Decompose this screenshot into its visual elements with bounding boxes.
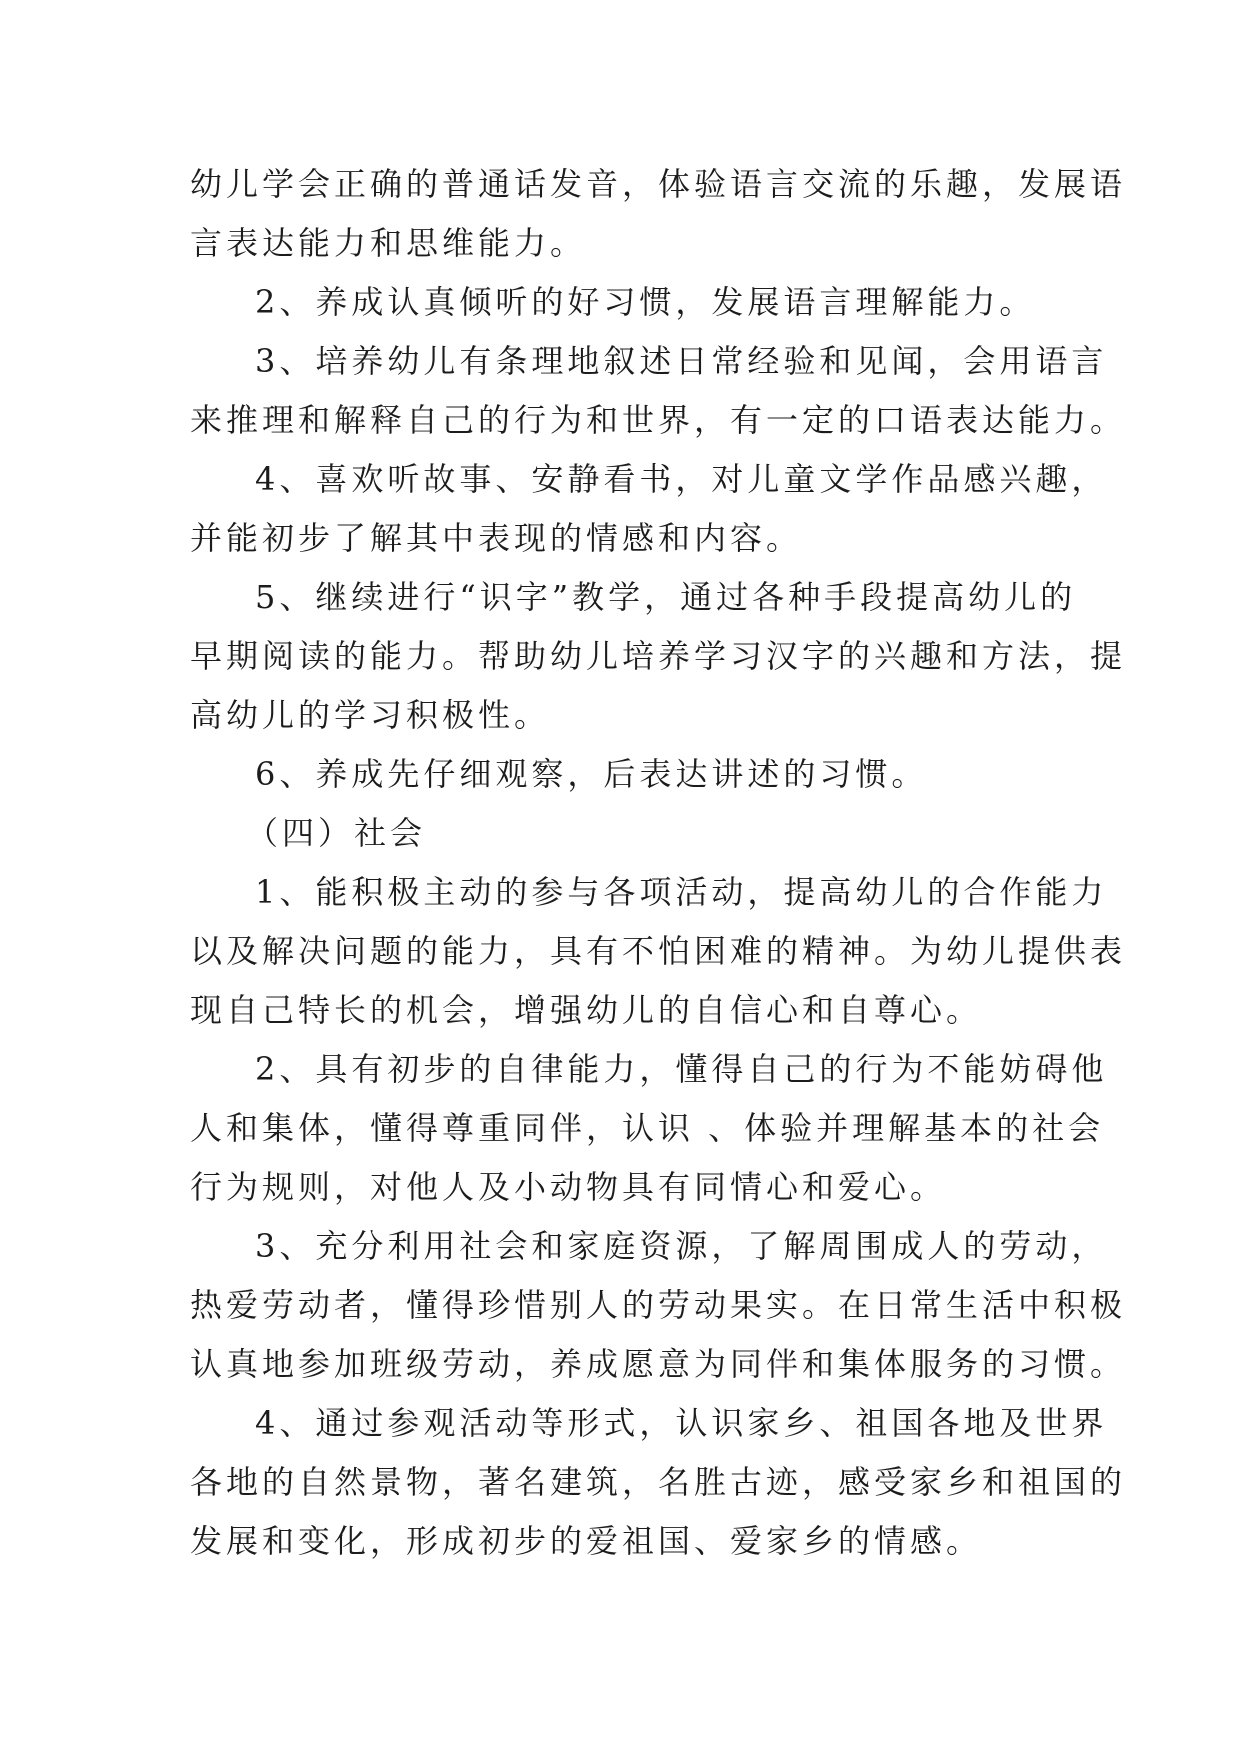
paragraph: [190, 450, 1108, 568]
heading-text: （四）社会: [246, 814, 427, 852]
text-line: 2、养成认真倾听的好习惯，发展语言理解能力。: [255, 283, 1036, 321]
text-line: 幼儿学会正确的普通话发音，体验语言交流的乐趣，发展语: [190, 165, 1127, 203]
text-line: 发展和变化，形成初步的爱祖国、爱家乡的情感。: [190, 1522, 983, 1560]
text-line: 4、喜欢听故事、安静看书，对儿童文学作品感兴趣，: [255, 460, 1108, 498]
text-line: 以及解决问题的能力，具有不怕困难的精神。为幼儿提供表: [190, 932, 1127, 970]
paragraph: [190, 1040, 1108, 1217]
text-line: 行为规则，对他人及小动物具有同情心和爱心。: [190, 1168, 947, 1206]
paragraph: [190, 745, 1052, 804]
paragraph: [190, 863, 1127, 1040]
paragraph: [190, 332, 1127, 450]
text-line: 高幼儿的学习积极性。: [190, 696, 551, 734]
document-page: [190, 155, 1127, 1571]
text-line: 认真地参加班级劳动，养成愿意为同伴和集体服务的习惯。: [190, 1345, 1127, 1383]
paragraph: [190, 568, 1127, 745]
text-line: 5、继续进行“识字”教学，通过各种手段提高幼儿的: [255, 578, 1077, 616]
paragraph: [190, 1217, 1127, 1394]
paragraph: [190, 1394, 1127, 1571]
text-line: 言表达能力和思维能力。: [190, 224, 587, 262]
text-line: 来推理和解释自己的行为和世界，有一定的口语表达能力。: [190, 401, 1127, 439]
text-line: 并能初步了解其中表现的情感和内容。: [190, 519, 803, 557]
text-line: 1、能积极主动的参与各项活动，提高幼儿的合作能力: [255, 873, 1108, 911]
text-line: 6、养成先仔细观察，后表达讲述的习惯。: [255, 755, 928, 793]
paragraph: [190, 273, 1052, 332]
text-line: 2、具有初步的自律能力，懂得自己的行为不能妨碍他: [255, 1050, 1108, 1088]
text-line: 4、通过参观活动等形式，认识家乡、祖国各地及世界: [255, 1404, 1108, 1442]
text-line: 各地的自然景物，著名建筑，名胜古迹，感受家乡和祖国的: [190, 1463, 1127, 1501]
paragraph: [190, 155, 1127, 273]
text-line: 早期阅读的能力。帮助幼儿培养学习汉字的兴趣和方法，提: [190, 637, 1127, 675]
section-heading: [190, 804, 1052, 863]
text-line: 热爱劳动者，懂得珍惜别人的劳动果实。在日常生活中积极: [190, 1286, 1127, 1324]
text-line: 现自己特长的机会，增强幼儿的自信心和自尊心。: [190, 991, 983, 1029]
text-line: 人和集体，懂得尊重同伴，认识 、体验并理解基本的社会: [190, 1109, 1105, 1147]
text-line: 3、培养幼儿有条理地叙述日常经验和见闻，会用语言: [255, 342, 1108, 380]
text-line: 3、充分利用社会和家庭资源，了解周围成人的劳动，: [255, 1227, 1108, 1265]
